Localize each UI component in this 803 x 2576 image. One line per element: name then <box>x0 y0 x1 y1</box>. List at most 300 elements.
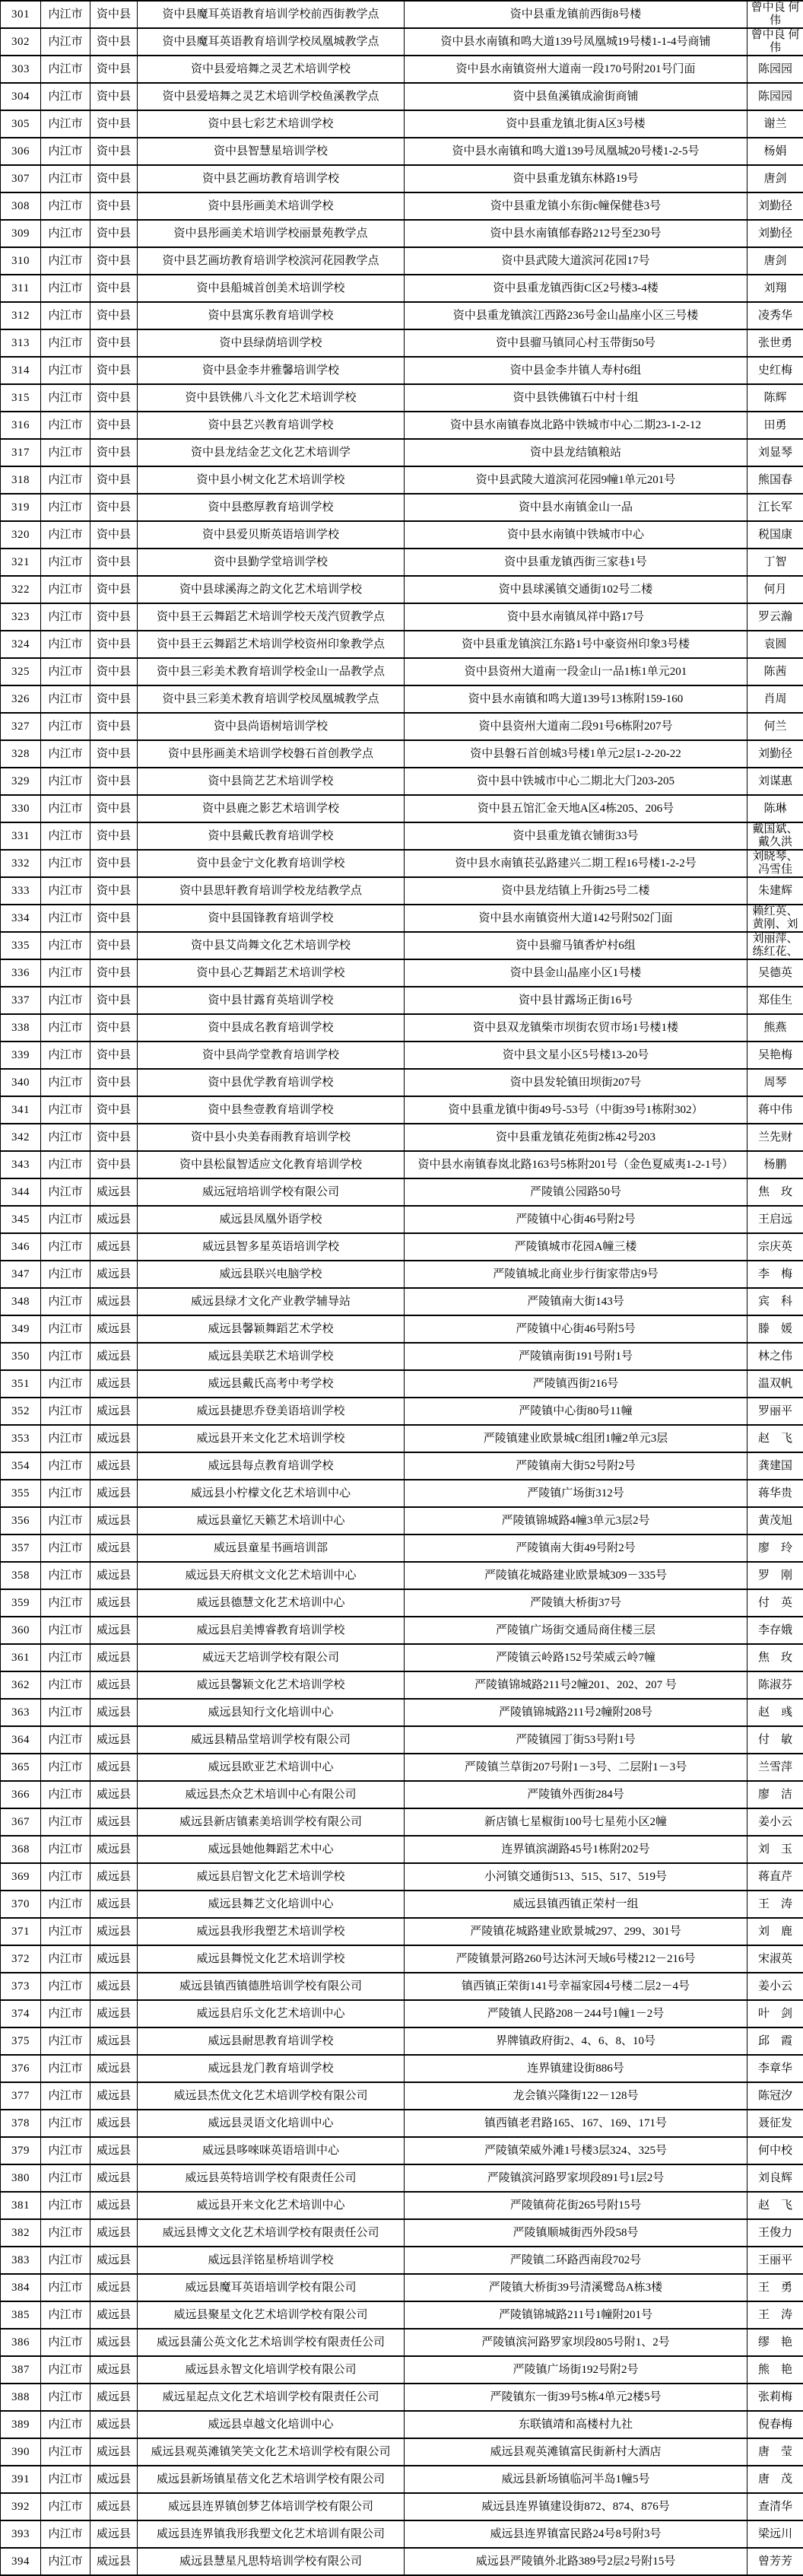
city-cell: 内江市 <box>41 1069 90 1096</box>
table-row <box>1 1096 803 1124</box>
address-cell: 资中县水南镇和鸣大道139号凤凰城20号楼1-2-5号 <box>405 138 747 165</box>
table-row <box>1 1945 803 1973</box>
address-cell: 资中县水南镇和鸣大道139号13栋附159-160 <box>405 685 747 713</box>
city-cell: 内江市 <box>41 1233 90 1261</box>
row-index-cell: 314 <box>1 357 41 384</box>
address-cell: 镇西镇正荣街141号幸福家园4号楼二层2－4号 <box>405 1973 747 2000</box>
city-cell: 内江市 <box>41 2384 90 2411</box>
contact-cell: 刘 鹿 <box>747 1918 803 1945</box>
school-name-cell: 威远县观英滩镇笑笑文化艺术培训学校有限公司 <box>138 2438 405 2466</box>
contact-cell: 黄茂旭 <box>747 1507 803 1534</box>
city-cell: 内江市 <box>41 959 90 987</box>
contact-cell: 王启远 <box>747 1206 803 1233</box>
county-cell: 威远县 <box>90 1233 138 1261</box>
address-cell: 资中县水南镇春岚北路163号5栋附201号（金色夏威夷1-2-1号） <box>405 1151 747 1178</box>
contact-cell: 朱建辉 <box>747 877 803 905</box>
city-cell: 内江市 <box>41 631 90 658</box>
contact-cell: 陈园园 <box>747 83 803 110</box>
address-cell: 严陵镇滨河路罗家坝段805号附1、2号 <box>405 2329 747 2356</box>
school-name-cell: 资中县戴氏教育培训学校 <box>138 822 405 850</box>
address-cell: 资中县五馆汇金天地A区4栋205、206号 <box>405 795 747 822</box>
table-row <box>1 1644 803 1671</box>
table-row <box>1 1699 803 1726</box>
contact-cell: 刘勤径 <box>747 220 803 247</box>
address-cell: 严陵镇二环路西南段702号 <box>405 2247 747 2274</box>
table-row <box>1 1836 803 1863</box>
county-cell: 威远县 <box>90 1370 138 1398</box>
table-row <box>1 2247 803 2274</box>
county-cell: 资中县 <box>90 56 138 83</box>
city-cell: 内江市 <box>41 2301 90 2329</box>
county-cell: 威远县 <box>90 2520 138 2548</box>
contact-cell: 倪春梅 <box>747 2411 803 2438</box>
table-row <box>1 2356 803 2384</box>
city-cell: 内江市 <box>41 110 90 138</box>
address-cell: 严陵镇滨河路罗家坝段891号1层2号 <box>405 2164 747 2192</box>
county-cell: 威远县 <box>90 1808 138 1836</box>
school-name-cell: 资中县艺画坊教育培训学校滨河花园教学点 <box>138 247 405 275</box>
contact-cell: 刘 玉 <box>747 1836 803 1863</box>
table-row <box>1 1398 803 1425</box>
row-index-cell: 331 <box>1 822 41 850</box>
contact-cell: 熊 艳 <box>747 2356 803 2384</box>
city-cell: 内江市 <box>41 1945 90 1973</box>
city-cell: 内江市 <box>41 1343 90 1370</box>
address-cell: 严陵镇南大街49号附2号 <box>405 1534 747 1562</box>
school-name-cell: 威远县欧亚艺术培训中心 <box>138 1754 405 1781</box>
table-row <box>1 987 803 1014</box>
city-cell: 内江市 <box>41 83 90 110</box>
address-cell: 龙会镇兴隆街122－128号 <box>405 2082 747 2110</box>
city-cell: 内江市 <box>41 1671 90 1699</box>
address-cell: 资中县重龙镇中街49号-53号（中街39号1栋附302） <box>405 1096 747 1124</box>
contact-cell: 税国康 <box>747 521 803 549</box>
school-name-cell: 威远县捷思乔登美语培训学校 <box>138 1398 405 1425</box>
city-cell: 内江市 <box>41 1617 90 1644</box>
row-index-cell: 326 <box>1 685 41 713</box>
table-row <box>1 2164 803 2192</box>
school-name-cell: 威远县智多星英语培训学校 <box>138 1233 405 1261</box>
row-index-cell: 306 <box>1 138 41 165</box>
table-row <box>1 357 803 384</box>
table-row <box>1 521 803 549</box>
contact-cell: 陈琳 <box>747 795 803 822</box>
table-row <box>1 2384 803 2411</box>
school-name-cell: 威远县启美博睿教育培训学校 <box>138 1617 405 1644</box>
contact-cell: 刘显琴 <box>747 439 803 466</box>
row-index-cell: 359 <box>1 1589 41 1617</box>
address-cell: 严陵镇花城路建业欧景城309－335号 <box>405 1562 747 1589</box>
county-cell: 威远县 <box>90 1562 138 1589</box>
contact-cell: 刘晓琴、冯雪佳 <box>747 850 803 877</box>
address-cell: 资中县龙结镇粮站 <box>405 439 747 466</box>
address-cell: 资中县金李井镇人寿村6组 <box>405 357 747 384</box>
city-cell: 内江市 <box>41 1644 90 1671</box>
city-cell: 内江市 <box>41 576 90 603</box>
row-index-cell: 348 <box>1 1288 41 1315</box>
row-index-cell: 377 <box>1 2082 41 2110</box>
county-cell: 威远县 <box>90 1918 138 1945</box>
contact-cell: 凌秀华 <box>747 302 803 329</box>
row-index-cell: 303 <box>1 56 41 83</box>
contact-cell: 兰先财 <box>747 1124 803 1151</box>
county-cell: 资中县 <box>90 631 138 658</box>
table-row <box>1 1808 803 1836</box>
city-cell: 内江市 <box>41 247 90 275</box>
school-name-cell: 威远县蒲公英文化艺术培训学校有限责任公司 <box>138 2329 405 2356</box>
table-row <box>1 83 803 110</box>
school-name-cell: 资中县三彩美术教育培训学校凤凰城教学点 <box>138 685 405 713</box>
city-cell: 内江市 <box>41 1178 90 1206</box>
row-index-cell: 370 <box>1 1891 41 1918</box>
contact-cell: 焦 玫 <box>747 1178 803 1206</box>
row-index-cell: 361 <box>1 1644 41 1671</box>
address-cell: 严陵镇花城路建业欧景城297、299、301号 <box>405 1918 747 1945</box>
contact-cell: 付 英 <box>747 1589 803 1617</box>
county-cell: 威远县 <box>90 1781 138 1808</box>
table-row <box>1 439 803 466</box>
county-cell: 资中县 <box>90 439 138 466</box>
row-index-cell: 384 <box>1 2274 41 2301</box>
contact-cell: 肖周 <box>747 685 803 713</box>
table-row <box>1 2493 803 2520</box>
city-cell: 内江市 <box>41 1096 90 1124</box>
school-name-cell: 威远县慧星凡思特培训学校有限公司 <box>138 2548 405 2575</box>
address-cell: 严陵镇建业欧景城C组团1幢2单元3层 <box>405 1425 747 1452</box>
row-index-cell: 366 <box>1 1781 41 1808</box>
county-cell: 威远县 <box>90 1261 138 1288</box>
city-cell: 内江市 <box>41 1452 90 1480</box>
row-index-cell: 323 <box>1 603 41 631</box>
address-cell: 资中县重龙镇滨江东路1号中豪资州印象3号楼 <box>405 631 747 658</box>
city-cell: 内江市 <box>41 1507 90 1534</box>
contact-cell: 林之伟 <box>747 1343 803 1370</box>
county-cell: 威远县 <box>90 1507 138 1534</box>
county-cell: 威远县 <box>90 1398 138 1425</box>
table-row <box>1 2520 803 2548</box>
contact-cell: 王 涛 <box>747 1891 803 1918</box>
table-row <box>1 2438 803 2466</box>
address-cell: 连界镇滨湖路45号1栋附202号 <box>405 1836 747 1863</box>
school-name-cell: 资中县叁壹教育培训学校 <box>138 1096 405 1124</box>
city-cell: 内江市 <box>41 1918 90 1945</box>
row-index-cell: 358 <box>1 1562 41 1589</box>
address-cell: 资中县鱼溪镇成渝街商铺 <box>405 83 747 110</box>
city-cell: 内江市 <box>41 713 90 740</box>
school-name-cell: 资中县球溪海之韵文化艺术培训学校 <box>138 576 405 603</box>
table-row <box>1 2301 803 2329</box>
county-cell: 威远县 <box>90 1617 138 1644</box>
table-row <box>1 138 803 165</box>
row-index-cell: 322 <box>1 576 41 603</box>
contact-cell: 缪 艳 <box>747 2329 803 2356</box>
table-row <box>1 1206 803 1233</box>
contact-cell: 刘勤径 <box>747 740 803 768</box>
row-index-cell: 341 <box>1 1096 41 1124</box>
county-cell: 资中县 <box>90 275 138 302</box>
table-row <box>1 2274 803 2301</box>
county-cell: 威远县 <box>90 2164 138 2192</box>
contact-cell: 梁远川 <box>747 2520 803 2548</box>
city-cell: 内江市 <box>41 2466 90 2493</box>
contact-cell: 罗 刚 <box>747 1562 803 1589</box>
table-row <box>1 1151 803 1178</box>
school-name-cell: 资中县寓乐教育培训学校 <box>138 302 405 329</box>
city-cell: 内江市 <box>41 768 90 795</box>
school-name-cell: 威远县我形我塑艺术培训学校 <box>138 1918 405 1945</box>
city-cell: 内江市 <box>41 795 90 822</box>
address-cell: 严陵镇南大街143号 <box>405 1288 747 1315</box>
city-cell: 内江市 <box>41 1425 90 1452</box>
county-cell: 威远县 <box>90 2384 138 2411</box>
county-cell: 威远县 <box>90 1726 138 1754</box>
contact-cell: 宾 科 <box>747 1288 803 1315</box>
table-row <box>1 1863 803 1891</box>
school-name-cell: 威远县精品堂培训学校有限公司 <box>138 1726 405 1754</box>
address-cell: 资中县重龙镇西街C区2号楼3-4楼 <box>405 275 747 302</box>
contact-cell: 王丽平 <box>747 2247 803 2274</box>
row-index-cell: 388 <box>1 2384 41 2411</box>
address-cell: 威远县连界镇富民路24号8号附3号 <box>405 2520 747 2548</box>
school-name-cell: 资中县筒艺艺术培训学校 <box>138 768 405 795</box>
county-cell: 资中县 <box>90 1 138 28</box>
address-cell: 严陵镇云岭路152号荣威云岭7幢 <box>405 1644 747 1671</box>
county-cell: 资中县 <box>90 795 138 822</box>
city-cell: 内江市 <box>41 2247 90 2274</box>
school-name-cell: 资中县勤学堂培训学校 <box>138 549 405 576</box>
city-cell: 内江市 <box>41 2548 90 2575</box>
row-index-cell: 324 <box>1 631 41 658</box>
row-index-cell: 304 <box>1 83 41 110</box>
address-cell: 资中县水南镇郁春路212号至230号 <box>405 220 747 247</box>
county-cell: 资中县 <box>90 850 138 877</box>
city-cell: 内江市 <box>41 494 90 521</box>
contact-cell: 张莉梅 <box>747 2384 803 2411</box>
contact-cell: 张世勇 <box>747 329 803 357</box>
contact-cell: 史红梅 <box>747 357 803 384</box>
row-index-cell: 344 <box>1 1178 41 1206</box>
county-cell: 资中县 <box>90 357 138 384</box>
contact-cell: 赖红英、黄刚、刘 <box>747 905 803 932</box>
address-cell: 资中县双龙镇柴市坝街农贸市场1号楼1楼 <box>405 1014 747 1042</box>
row-index-cell: 360 <box>1 1617 41 1644</box>
city-cell: 内江市 <box>41 138 90 165</box>
address-cell: 威远县连界镇建设街872、874、876号 <box>405 2493 747 2520</box>
table-row <box>1 795 803 822</box>
county-cell: 威远县 <box>90 1425 138 1452</box>
table-row <box>1 1452 803 1480</box>
row-index-cell: 364 <box>1 1726 41 1754</box>
county-cell: 资中县 <box>90 1042 138 1069</box>
contact-cell: 兰雪萍 <box>747 1754 803 1781</box>
row-index-cell: 356 <box>1 1507 41 1534</box>
contact-cell: 曾芳芳 <box>747 2548 803 2575</box>
table-row <box>1 740 803 768</box>
school-name-cell: 威远县联兴电脑学校 <box>138 1261 405 1288</box>
row-index-cell: 301 <box>1 1 41 28</box>
address-cell: 严陵镇南街191号附1号 <box>405 1343 747 1370</box>
row-index-cell: 337 <box>1 987 41 1014</box>
county-cell: 威远县 <box>90 2000 138 2027</box>
county-cell: 资中县 <box>90 165 138 192</box>
row-index-cell: 338 <box>1 1014 41 1042</box>
table-row <box>1 959 803 987</box>
row-index-cell: 385 <box>1 2301 41 2329</box>
address-cell: 威远县镇西镇正荣村一组 <box>405 1891 747 1918</box>
row-index-cell: 316 <box>1 412 41 439</box>
row-index-cell: 335 <box>1 932 41 959</box>
contact-cell: 郑佳生 <box>747 987 803 1014</box>
county-cell: 资中县 <box>90 1151 138 1178</box>
school-name-cell: 威远县博文文化艺术培训学校有限责任公司 <box>138 2219 405 2247</box>
table-row <box>1 1233 803 1261</box>
row-index-cell: 351 <box>1 1370 41 1398</box>
address-cell: 资中县重龙镇北街A区3号楼 <box>405 110 747 138</box>
city-cell: 内江市 <box>41 1973 90 2000</box>
county-cell: 威远县 <box>90 2548 138 2575</box>
row-index-cell: 332 <box>1 850 41 877</box>
county-cell: 威远县 <box>90 2438 138 2466</box>
address-cell: 资中县重龙镇小东街c幢保健巷3号 <box>405 192 747 220</box>
school-name-cell: 威远县知行文化培训中心 <box>138 1699 405 1726</box>
row-index-cell: 376 <box>1 2055 41 2082</box>
address-cell: 资中县重龙镇西街三家巷1号 <box>405 549 747 576</box>
table-row <box>1 329 803 357</box>
city-cell: 内江市 <box>41 932 90 959</box>
contact-cell: 赵 飞 <box>747 2192 803 2219</box>
county-cell: 威远县 <box>90 2329 138 2356</box>
school-name-cell: 威远县洋铭星桥培训学校 <box>138 2247 405 2274</box>
row-index-cell: 383 <box>1 2247 41 2274</box>
school-name-cell: 资中县国锋教育培训学校 <box>138 905 405 932</box>
contact-cell: 李存娥 <box>747 1617 803 1644</box>
contact-cell: 王 勇 <box>747 2274 803 2301</box>
county-cell: 威远县 <box>90 2493 138 2520</box>
school-name-cell: 资中县金宁文化教育培训学校 <box>138 850 405 877</box>
county-cell: 威远县 <box>90 1644 138 1671</box>
county-cell: 资中县 <box>90 28 138 56</box>
city-cell: 内江市 <box>41 1480 90 1507</box>
city-cell: 内江市 <box>41 2493 90 2520</box>
address-cell: 严陵镇广场街312号 <box>405 1480 747 1507</box>
row-index-cell: 380 <box>1 2164 41 2192</box>
row-index-cell: 381 <box>1 2192 41 2219</box>
contact-cell: 杨娟 <box>747 138 803 165</box>
table-row <box>1 1617 803 1644</box>
county-cell: 资中县 <box>90 877 138 905</box>
county-cell: 威远县 <box>90 1973 138 2000</box>
school-name-cell: 资中县龙结金艺文化艺术培训学 <box>138 439 405 466</box>
table-row <box>1 412 803 439</box>
address-cell: 严陵镇中心街46号附2号 <box>405 1206 747 1233</box>
address-cell: 资中县水南镇中铁城市中心 <box>405 521 747 549</box>
county-cell: 威远县 <box>90 2466 138 2493</box>
contact-cell: 蒋中伟 <box>747 1096 803 1124</box>
table-row <box>1 192 803 220</box>
address-cell: 资中县资州大道南一段金山一品1栋1单元201 <box>405 658 747 685</box>
county-cell: 资中县 <box>90 576 138 603</box>
city-cell: 内江市 <box>41 1808 90 1836</box>
city-cell: 内江市 <box>41 1206 90 1233</box>
county-cell: 威远县 <box>90 1945 138 1973</box>
county-cell: 威远县 <box>90 1452 138 1480</box>
school-name-cell: 资中县三彩美术教育培训学校金山一品教学点 <box>138 658 405 685</box>
row-index-cell: 315 <box>1 384 41 412</box>
address-cell: 资中县水南镇资州大道142号附502门面 <box>405 905 747 932</box>
county-cell: 威远县 <box>90 2274 138 2301</box>
city-cell: 内江市 <box>41 1 90 28</box>
city-cell: 内江市 <box>41 2164 90 2192</box>
row-index-cell: 311 <box>1 275 41 302</box>
address-cell: 资中县重龙镇东林路19号 <box>405 165 747 192</box>
address-cell: 资中县磐石首创城3号楼1单元2层1-2-20-22 <box>405 740 747 768</box>
table-row <box>1 549 803 576</box>
school-name-cell: 资中县魔耳英语教育培训学校前西街教学点 <box>138 1 405 28</box>
city-cell: 内江市 <box>41 1370 90 1398</box>
contact-cell: 陈淑芬 <box>747 1671 803 1699</box>
row-index-cell: 354 <box>1 1452 41 1480</box>
table-row <box>1 905 803 932</box>
school-name-cell: 威远县哆唻咪英语培训中心 <box>138 2137 405 2164</box>
address-cell: 严陵镇公园路50号 <box>405 1178 747 1206</box>
row-index-cell: 355 <box>1 1480 41 1507</box>
table-row <box>1 850 803 877</box>
table-row <box>1 1918 803 1945</box>
table-row <box>1 2192 803 2219</box>
contact-cell: 李 梅 <box>747 1261 803 1288</box>
county-cell: 资中县 <box>90 1096 138 1124</box>
contact-cell: 焦 玫 <box>747 1644 803 1671</box>
row-index-cell: 373 <box>1 1973 41 2000</box>
city-cell: 内江市 <box>41 877 90 905</box>
city-cell: 内江市 <box>41 439 90 466</box>
row-index-cell: 321 <box>1 549 41 576</box>
school-name-cell: 威远县杰优文化艺术培训学校有限公司 <box>138 2082 405 2110</box>
contact-cell: 姜小云 <box>747 1808 803 1836</box>
city-cell: 内江市 <box>41 466 90 494</box>
row-index-cell: 333 <box>1 877 41 905</box>
city-cell: 内江市 <box>41 2438 90 2466</box>
contact-cell: 罗丽平 <box>747 1398 803 1425</box>
row-index-cell: 378 <box>1 2110 41 2137</box>
address-cell: 资中县水南镇金山一品 <box>405 494 747 521</box>
table-row <box>1 220 803 247</box>
county-cell: 威远县 <box>90 1288 138 1315</box>
county-cell: 资中县 <box>90 905 138 932</box>
address-cell: 资中县重龙镇前西街8号楼 <box>405 1 747 28</box>
school-name-cell: 威远县舞悦文化艺术培训学校 <box>138 1945 405 1973</box>
row-index-cell: 342 <box>1 1124 41 1151</box>
city-cell: 内江市 <box>41 603 90 631</box>
city-cell: 内江市 <box>41 1726 90 1754</box>
school-name-cell: 威远县英特培训学校有限责任公司 <box>138 2164 405 2192</box>
address-cell: 威远县新场镇临河半岛1幢5号 <box>405 2466 747 2493</box>
row-index-cell: 313 <box>1 329 41 357</box>
row-index-cell: 318 <box>1 466 41 494</box>
contact-cell: 丁智 <box>747 549 803 576</box>
address-cell: 资中县骝马镇香炉村6组 <box>405 932 747 959</box>
contact-cell: 聂征发 <box>747 2110 803 2137</box>
row-index-cell: 325 <box>1 658 41 685</box>
address-cell: 新店镇七星椒街100号七星苑小区2幢 <box>405 1808 747 1836</box>
row-index-cell: 328 <box>1 740 41 768</box>
contact-cell: 杨鹏 <box>747 1151 803 1178</box>
table-row <box>1 1425 803 1452</box>
address-cell: 威远县观英滩镇富民街新村大酒店 <box>405 2438 747 2466</box>
city-cell: 内江市 <box>41 302 90 329</box>
county-cell: 威远县 <box>90 1315 138 1343</box>
city-cell: 内江市 <box>41 357 90 384</box>
